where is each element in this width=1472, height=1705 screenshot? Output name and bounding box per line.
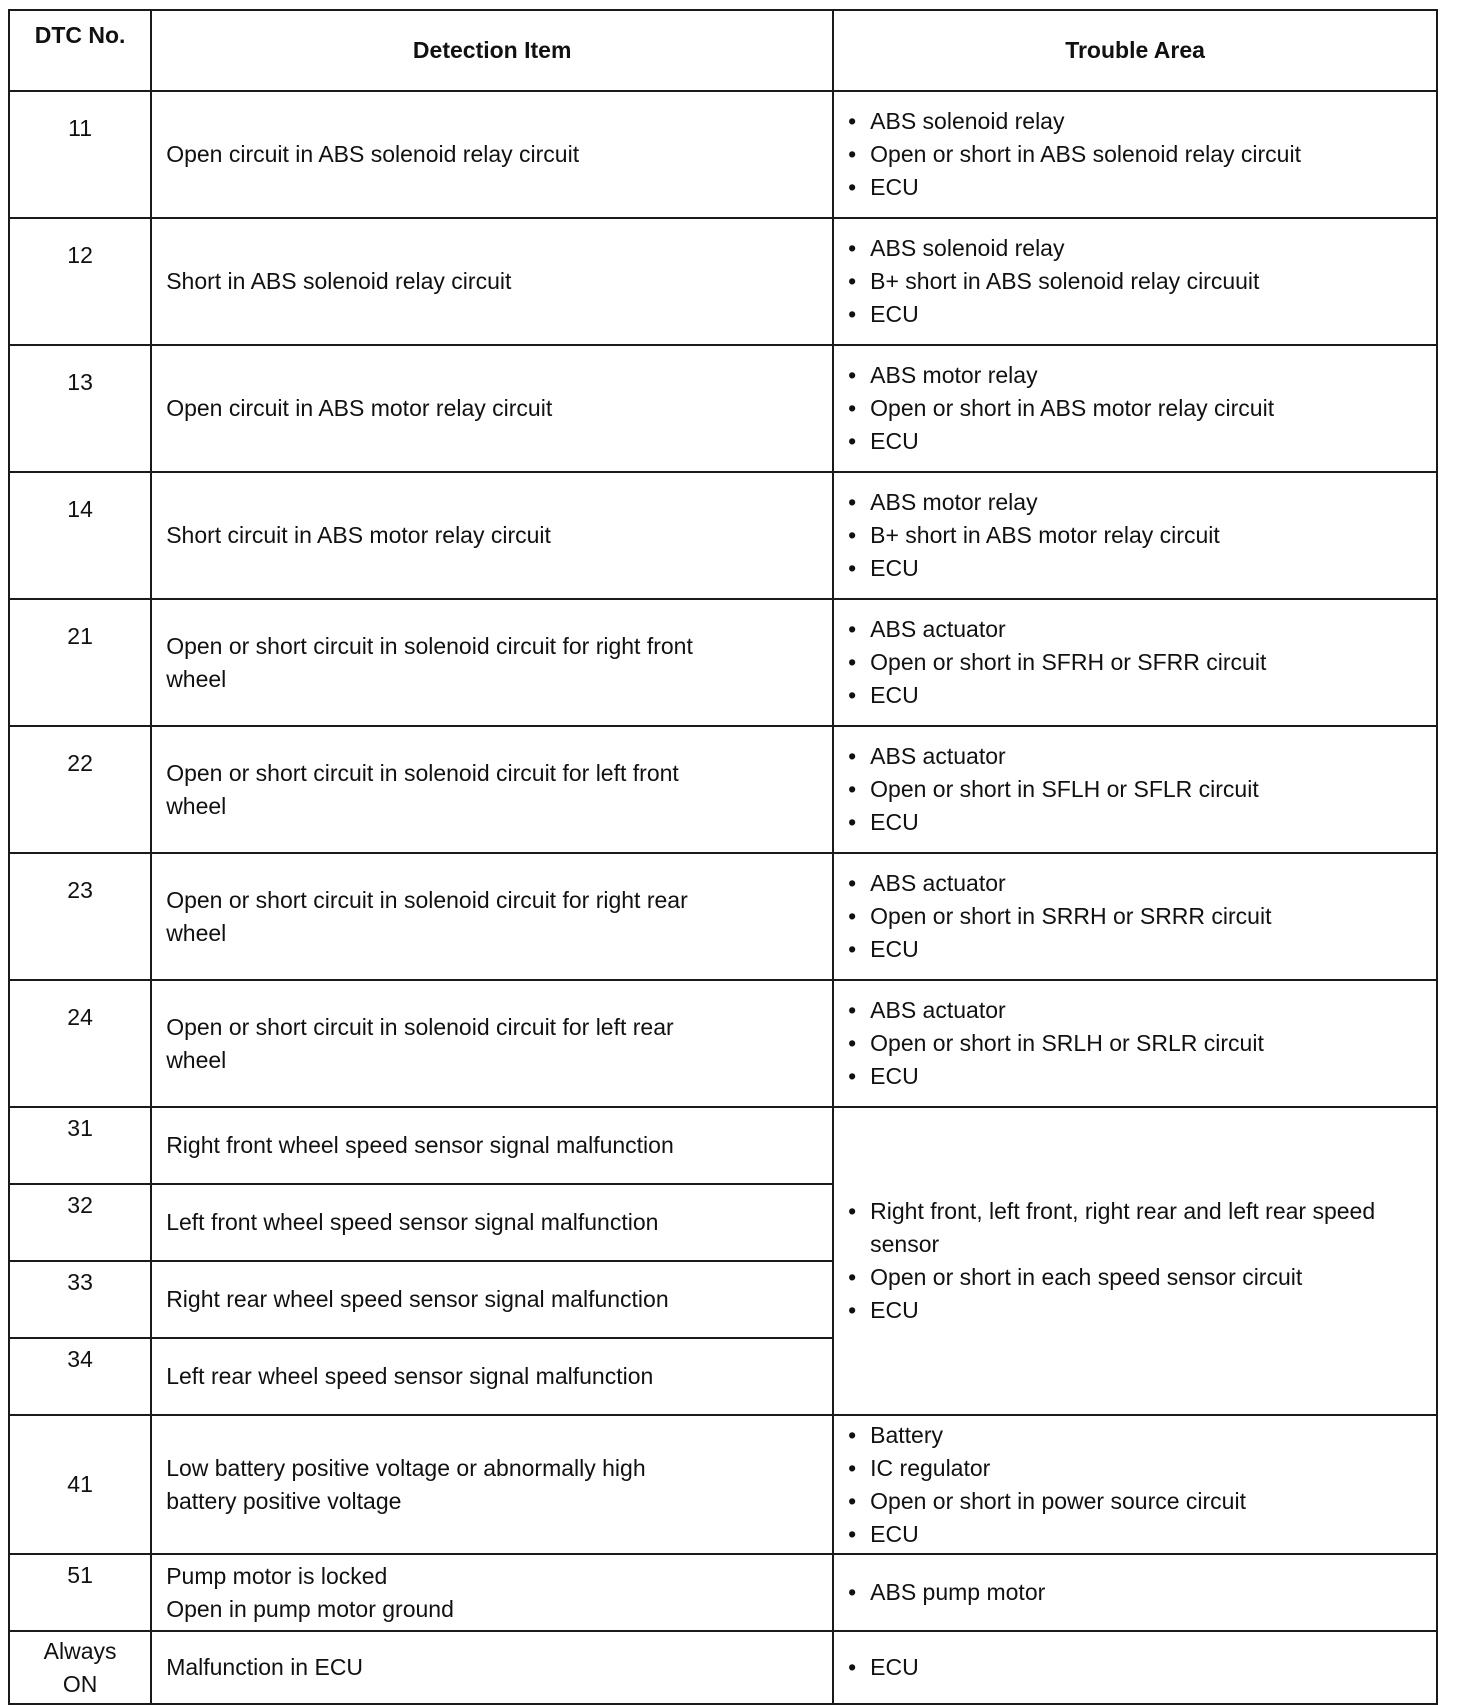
table-row [9,1415,1437,1554]
trouble-item: • Open or short in each speed sensor circuit [846,1261,1436,1294]
detection-item [151,1415,833,1554]
dtc-number [9,1631,151,1704]
detection-item [151,726,833,853]
trouble-item: • ECU [846,679,1436,712]
trouble-item: • ECU [846,298,1436,331]
trouble-area [833,980,1437,1107]
detection-line: Open or short circuit in solenoid circuit for right front [166,632,693,659]
detection-item [151,1107,833,1184]
detection-line: Right rear wheel speed sensor signal malfunction [166,1286,669,1312]
trouble-item: • ECU [846,425,1436,458]
dtc-number: 13 [9,345,151,472]
detection-item [151,1184,833,1261]
detection-item [151,472,833,599]
trouble-area [833,853,1437,980]
trouble-item: • B+ short in ABS motor relay circuit [846,519,1436,552]
table-row [9,218,1437,345]
dtc-number: 23 [9,853,151,980]
dtc-number: 32 [9,1184,151,1261]
dtc-number: 41 [9,1415,151,1554]
detection-item [151,853,833,980]
detection-line: wheel [166,919,227,946]
trouble-area [833,1415,1437,1554]
detection-line: Low battery positive voltage or abnormally high [166,1454,646,1481]
dtc-line: Always [43,1637,117,1664]
trouble-area [833,345,1437,472]
trouble-item: • ABS actuator [846,613,1436,646]
detection-item [151,345,833,472]
trouble-item: • ABS pump motor [846,1576,1436,1609]
detection-line: Short circuit in ABS motor relay circuit [166,522,551,548]
dtc-number: 22 [9,726,151,853]
trouble-area [833,91,1437,218]
detection-line: Left rear wheel speed sensor signal malfunction [166,1363,654,1389]
trouble-item: • ECU [846,1518,1436,1551]
detection-item [151,1261,833,1338]
trouble-item: • ABS actuator [846,740,1436,773]
detection-line: wheel [166,792,227,819]
trouble-area [833,1107,1437,1415]
dtc-number: 31 [9,1107,151,1184]
trouble-item: • Open or short in ABS motor relay circuit [846,392,1436,425]
detection-item [151,218,833,345]
detection-line: Open circuit in ABS solenoid relay circuit [166,141,580,167]
table-row [9,91,1437,218]
table-row [9,345,1437,472]
detection-item [151,1338,833,1415]
header-dtc: DTC No. [9,10,151,91]
trouble-item: • ABS motor relay [846,486,1436,519]
detection-line: Open or short circuit in solenoid circuit for left front [166,759,679,786]
table-row [9,599,1437,726]
trouble-item: • ECU [846,933,1436,966]
trouble-item: • ECU [846,552,1436,585]
detection-line: wheel [166,1046,227,1073]
trouble-item: • ECU [846,1294,1436,1327]
detection-item [151,599,833,726]
trouble-item: • ABS solenoid relay [846,232,1436,265]
dtc-number: 21 [9,599,151,726]
trouble-item: • ABS solenoid relay [846,105,1436,138]
trouble-item: • Right front, left front, right rear and left rear speed sensor [846,1195,1436,1261]
trouble-item: • B+ short in ABS solenoid relay circuuit [846,265,1436,298]
trouble-item: • Open or short in SFLH or SFLR circuit [846,773,1436,806]
trouble-item: • ABS actuator [846,994,1436,1027]
trouble-item: • Battery [846,1419,1436,1452]
detection-line: Pump motor is locked [166,1562,388,1589]
trouble-item: • IC regulator [846,1452,1436,1485]
detection-item [151,980,833,1107]
header-row [9,10,1437,91]
trouble-area [833,1631,1437,1704]
detection-line: wheel [166,665,227,692]
dtc-number: 24 [9,980,151,1107]
dtc-line: ON [62,1670,98,1697]
detection-line: Open circuit in ABS motor relay circuit [166,395,553,421]
table-row [9,1107,1437,1184]
trouble-item: • Open or short in power source circuit [846,1485,1436,1518]
dtc-number: 34 [9,1338,151,1415]
trouble-item: • Open or short in SRLH or SRLR circuit [846,1027,1436,1060]
detection-line: battery positive voltage [166,1487,402,1514]
trouble-item: • ABS motor relay [846,359,1436,392]
trouble-area [833,726,1437,853]
dtc-number: 11 [9,91,151,218]
trouble-item: • Open or short in SRRH or SRRR circuit [846,900,1436,933]
dtc-table [8,9,1438,1705]
detection-line: Left front wheel speed sensor signal malfunction [166,1209,659,1235]
trouble-area [833,218,1437,345]
detection-line: Open in pump motor ground [166,1595,454,1622]
table-row [9,853,1437,980]
detection-line: Open or short circuit in solenoid circuit for right rear [166,886,688,913]
detection-line: Right front wheel speed sensor signal malfunction [166,1132,674,1158]
header-trouble-area: Trouble Area [833,10,1437,91]
table-row [9,472,1437,599]
trouble-item: • ECU [846,806,1436,839]
detection-line: Open or short circuit in solenoid circuit for left rear [166,1013,674,1040]
detection-line: Malfunction in ECU [166,1654,364,1680]
dtc-number: 33 [9,1261,151,1338]
detection-line: Short in ABS solenoid relay circuit [166,268,512,294]
header-detection-item: Detection Item [151,10,833,91]
table-row [9,1554,1437,1631]
trouble-area [833,472,1437,599]
trouble-area [833,1554,1437,1631]
table-row [9,1631,1437,1704]
trouble-item: • ECU [846,1060,1436,1093]
trouble-item: • ECU [846,171,1436,204]
trouble-item: • Open or short in SFRH or SFRR circuit [846,646,1436,679]
dtc-number: 51 [9,1554,151,1631]
trouble-item: • ECU [846,1651,1436,1684]
trouble-item: • Open or short in ABS solenoid relay circuit [846,138,1436,171]
dtc-number: 12 [9,218,151,345]
table-row [9,980,1437,1107]
trouble-area [833,599,1437,726]
dtc-number: 14 [9,472,151,599]
detection-item [151,1631,833,1704]
table-row [9,726,1437,853]
trouble-item: • ABS actuator [846,867,1436,900]
detection-item [151,91,833,218]
detection-item [151,1554,833,1631]
